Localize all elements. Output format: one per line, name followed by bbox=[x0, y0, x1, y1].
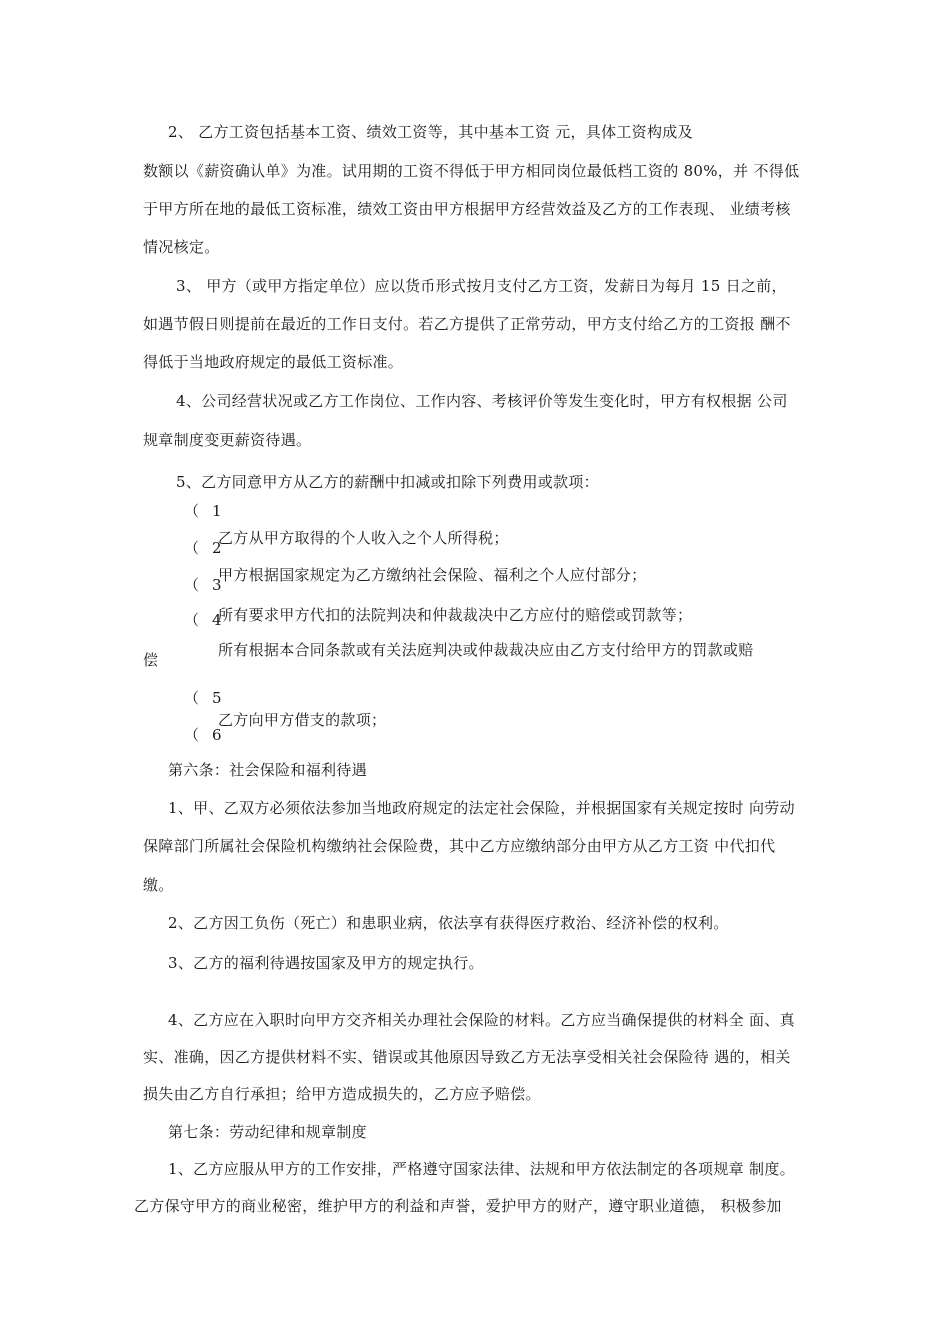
article-6-clause-1-line-3: 缴。 bbox=[143, 876, 174, 894]
list-number-1: 1 bbox=[212, 502, 222, 520]
list-paren-4: （ bbox=[184, 611, 200, 629]
clause-2-line-1: 2、 乙方工资包括基本工资、绩效工资等，其中基本工资 元，具体工资构成及 bbox=[168, 123, 693, 141]
article-7-title: 第七条：劳动纪律和规章制度 bbox=[168, 1123, 367, 1141]
article-6-clause-4-line-3: 损失由乙方自行承担；给甲方造成损失的，乙方应予赔偿。 bbox=[143, 1085, 541, 1103]
clause-3-line-2: 如遇节假日则提前在最近的工作日支付。若乙方提供了正常劳动，甲方支付给乙方的工资报 酬不 bbox=[143, 315, 791, 333]
article-6-clause-4-line-2: 实、准确，因乙方提供材料不实、错误或其他原因导致乙方无法享受相关社会保险待 遇的，相关 bbox=[143, 1048, 791, 1066]
list-item-3: 所有要求甲方代扣的法院判决和仲裁裁决中乙方应付的赔偿或罚款等； bbox=[218, 606, 693, 624]
list-paren-1: （ bbox=[184, 502, 200, 520]
clause-4-line-1: 4、公司经营状况或乙方工作岗位、工作内容、考核评价等发生变化时，甲方有权根据 公司 bbox=[176, 392, 788, 410]
clause-2-line-3: 于甲方所在地的最低工资标准，绩效工资由甲方根据甲方经营效益及乙方的工作表现、 业绩考核 bbox=[143, 200, 791, 218]
clause-3-line-3: 得低于当地政府规定的最低工资标准。 bbox=[143, 353, 404, 371]
clause-5-intro: 5、乙方同意甲方从乙方的薪酬中扣减或扣除下列费用或款项： bbox=[176, 473, 599, 491]
list-number-6: 6 bbox=[212, 726, 222, 744]
list-paren-5: （ bbox=[184, 689, 200, 707]
list-item-1: 乙方从甲方取得的个人收入之个人所得税； bbox=[218, 529, 509, 547]
article-6-clause-2: 2、乙方因工负伤（死亡）和患职业病，依法享有获得医疗救治、经济补偿的权利。 bbox=[168, 914, 729, 932]
list-item-5: 乙方向甲方借支的款项； bbox=[218, 711, 387, 729]
list-number-2: 2 bbox=[212, 539, 222, 557]
list-paren-3: （ bbox=[184, 576, 200, 594]
list-item-2: 甲方根据国家规定为乙方缴纳社会保险、福利之个人应付部分； bbox=[218, 566, 647, 584]
article-7-clause-1-line-1: 1、乙方应服从甲方的工作安排，严格遵守国家法律、法规和甲方依法制定的各项规章 制度。 bbox=[168, 1160, 795, 1178]
article-6-clause-1-line-2: 保障部门所属社会保险机构缴纳社会保险费，其中乙方应缴纳部分由甲方从乙方工资 中代扣代 bbox=[143, 837, 776, 855]
article-6-title: 第六条：社会保险和福利待遇 bbox=[168, 761, 367, 779]
list-item-4-wrap: 偿 bbox=[143, 651, 159, 669]
clause-4-line-2: 规章制度变更薪资待遇。 bbox=[143, 431, 312, 449]
clause-2-line-4: 情况核定。 bbox=[143, 238, 220, 256]
list-number-4: 4 bbox=[212, 611, 222, 629]
clause-3-line-1: 3、 甲方（或甲方指定单位）应以货币形式按月支付乙方工资，发薪日为每月 15 日之前， bbox=[176, 277, 787, 295]
list-item-4: 所有根据本合同条款或有关法庭判决或仲裁裁决应由乙方支付给甲方的罚款或赔 bbox=[218, 641, 754, 659]
article-6-clause-3: 3、乙方的福利待遇按国家及甲方的规定执行。 bbox=[168, 954, 484, 972]
list-paren-6: （ bbox=[184, 726, 200, 744]
article-7-clause-1-line-2: 乙方保守甲方的商业秘密，维护甲方的利益和声誉，爱护甲方的财产，遵守职业道德， 积极参加 bbox=[134, 1197, 782, 1215]
article-6-clause-1-line-1: 1、甲、乙双方必须依法参加当地政府规定的法定社会保险，并根据国家有关规定按时 向劳动 bbox=[168, 799, 795, 817]
list-paren-2: （ bbox=[184, 539, 200, 557]
list-number-3: 3 bbox=[212, 576, 222, 594]
list-number-5: 5 bbox=[212, 689, 222, 707]
clause-2-line-2: 数额以《薪资确认单》为准。试用期的工资不得低于甲方相同岗位最低档工资的 80%，并 不得低 bbox=[143, 162, 800, 180]
article-6-clause-4-line-1: 4、乙方应在入职时向甲方交齐相关办理社会保险的材料。乙方应当确保提供的材料全 面、真 bbox=[168, 1011, 795, 1029]
